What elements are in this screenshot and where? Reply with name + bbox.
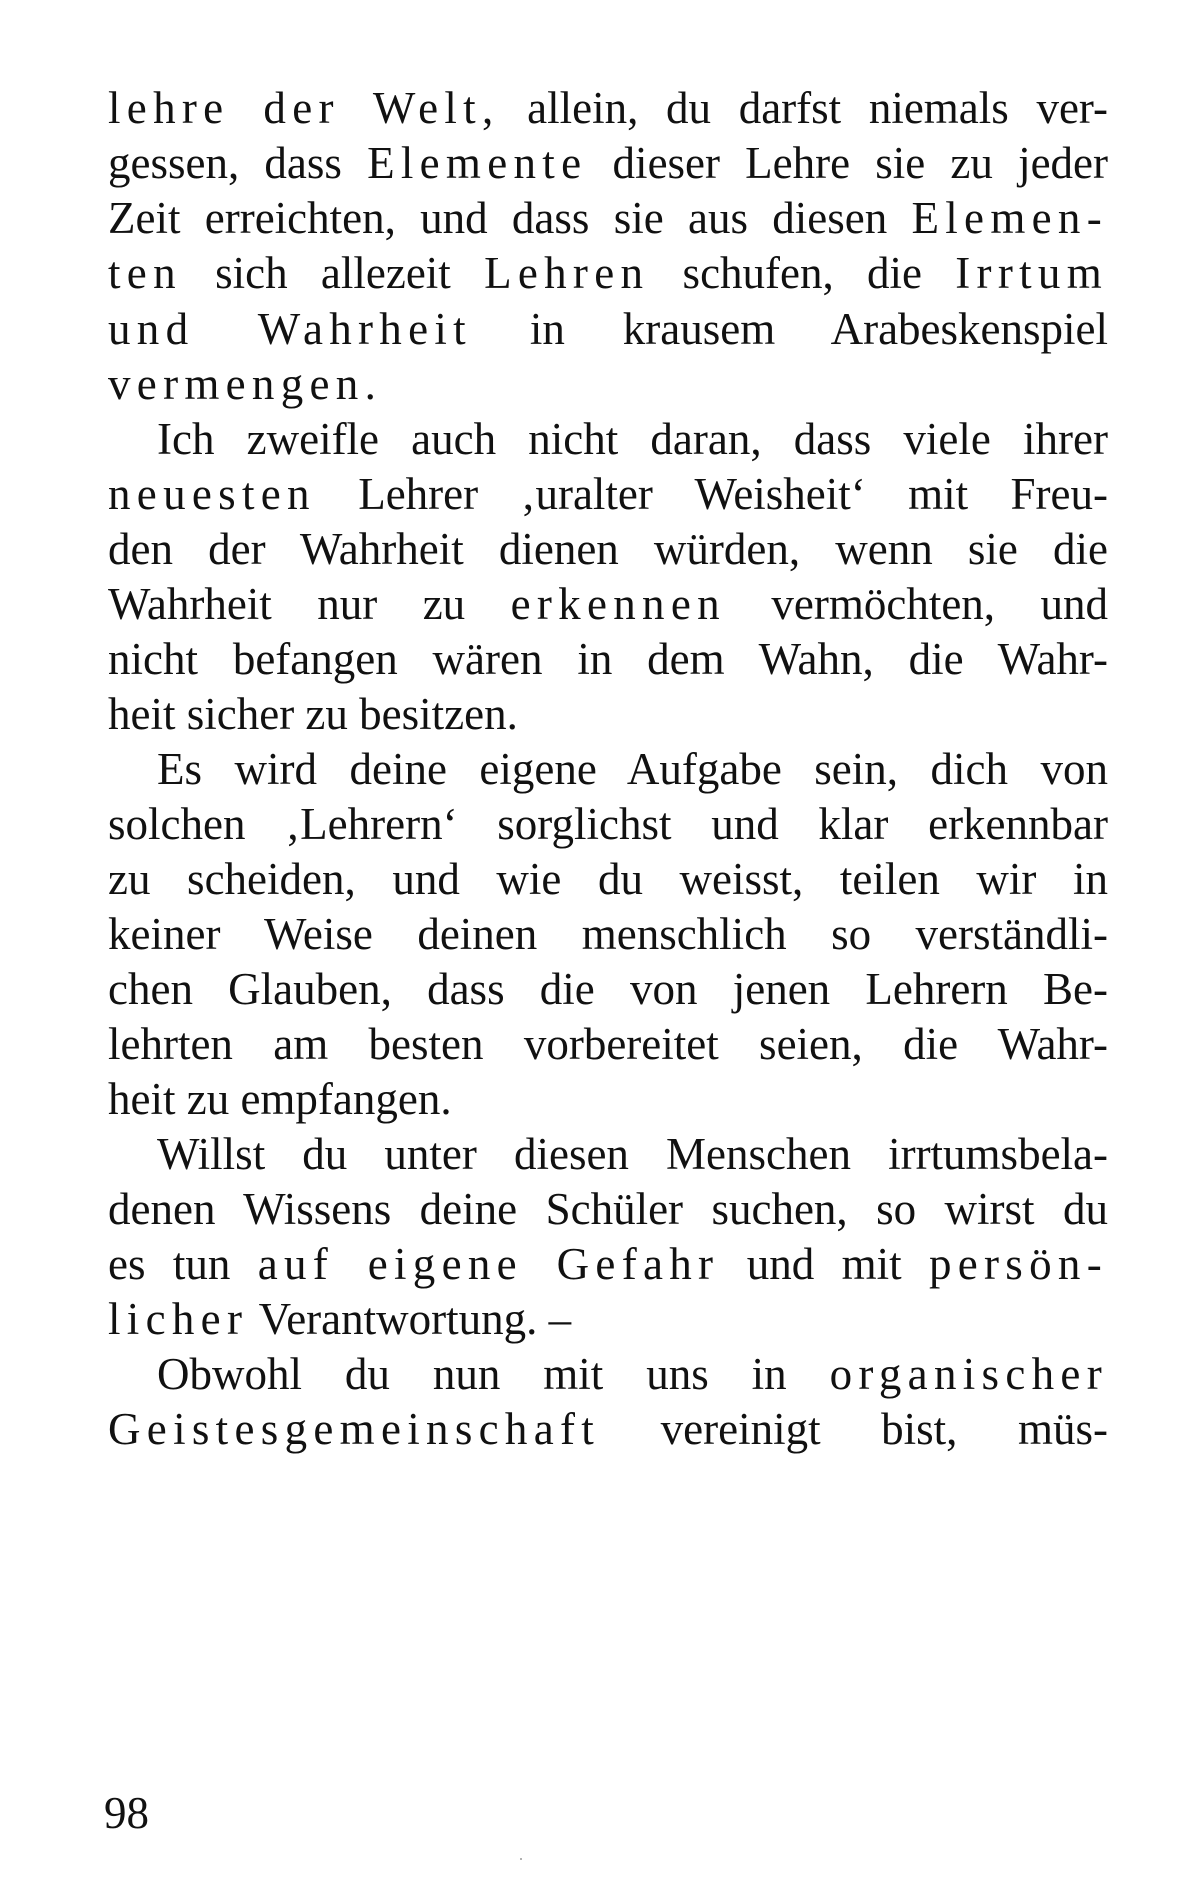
page-number: 98	[104, 1788, 149, 1838]
spaced-emphasis-text: organischer	[829, 1349, 1108, 1399]
spaced-emphasis-text: auf eigene Gefahr	[257, 1239, 720, 1289]
text-run: keiner Weise deinen menschlich so verständli-	[108, 909, 1108, 959]
text-run: heit sicher zu besitzen.	[108, 689, 518, 739]
text-line	[108, 1396, 1108, 1462]
spaced-emphasis-text: lehre der Welt,	[108, 83, 500, 133]
paper-speck	[520, 1858, 522, 1860]
text-run: heit zu empfangen.	[108, 1074, 452, 1124]
spaced-emphasis-text: Elemen-	[911, 193, 1108, 243]
spaced-emphasis-text: persön-	[928, 1239, 1108, 1289]
text-run: Zeit erreichten, und dass sie aus diesen	[108, 193, 912, 243]
text-run: es tun	[108, 1239, 258, 1289]
spaced-emphasis-text: licher	[108, 1294, 249, 1344]
spaced-emphasis-text: und Wahrheit	[108, 304, 472, 354]
text-run: Es wird deine eigene Aufgabe sein, dich von	[157, 744, 1108, 794]
spaced-emphasis-text: vermengen.	[108, 359, 383, 409]
text-run: dieser Lehre sie zu jeder	[587, 138, 1108, 188]
text-run: denen Wissens deine Schüler suchen, so wirst du	[108, 1184, 1108, 1234]
text-run: allein, du darfst niemals ver-	[499, 83, 1109, 133]
text-run: solchen ‚Lehrern‘ sorglichst und klar erkennbar	[108, 799, 1108, 849]
spaced-emphasis-text: Lehren	[484, 248, 650, 298]
text-run: schufen, die	[649, 248, 956, 298]
text-run: gessen, dass	[108, 138, 368, 188]
text-run: lehrten am besten vorbereitet seien, die Wahr-	[108, 1019, 1108, 1069]
text-run: Obwohl du nun mit uns in	[157, 1349, 830, 1399]
text-run: Ich zweifle auch nicht daran, dass viele ihrer	[157, 414, 1108, 464]
spaced-emphasis-text: Geistesgemeinschaft	[108, 1404, 601, 1454]
spaced-emphasis-text: ten	[108, 248, 182, 298]
spaced-emphasis-text: Irrtum	[955, 248, 1109, 298]
spaced-emphasis-text: erkennen	[510, 579, 726, 629]
text-run: chen Glauben, dass die von jenen Lehrern Be-	[108, 964, 1108, 1014]
text-run: sich allezeit	[181, 248, 485, 298]
text-run: vermöchten, und	[725, 579, 1108, 629]
text-run: nicht befangen wären in dem Wahn, die Wahr-	[108, 634, 1108, 684]
spaced-emphasis-text: Elemente	[367, 138, 588, 188]
text-run: Verantwortung. –	[248, 1294, 572, 1344]
text-run: in krausem Arabeskenspiel	[471, 304, 1109, 354]
text-run: Wahrheit nur zu	[108, 579, 511, 629]
text-run: Willst du unter diesen Menschen irrtumsbela-	[157, 1129, 1108, 1179]
text-run: den der Wahrheit dienen würden, wenn sie die	[108, 524, 1108, 574]
text-run: Lehrer ‚uralter Weisheit‘ mit Freu-	[315, 469, 1108, 519]
text-run: zu scheiden, und wie du weisst, teilen wir in	[108, 854, 1108, 904]
text-run: vereinigt bist, müs-	[600, 1404, 1108, 1454]
text-run: und mit	[719, 1239, 929, 1289]
spaced-emphasis-text: neuesten	[108, 469, 316, 519]
